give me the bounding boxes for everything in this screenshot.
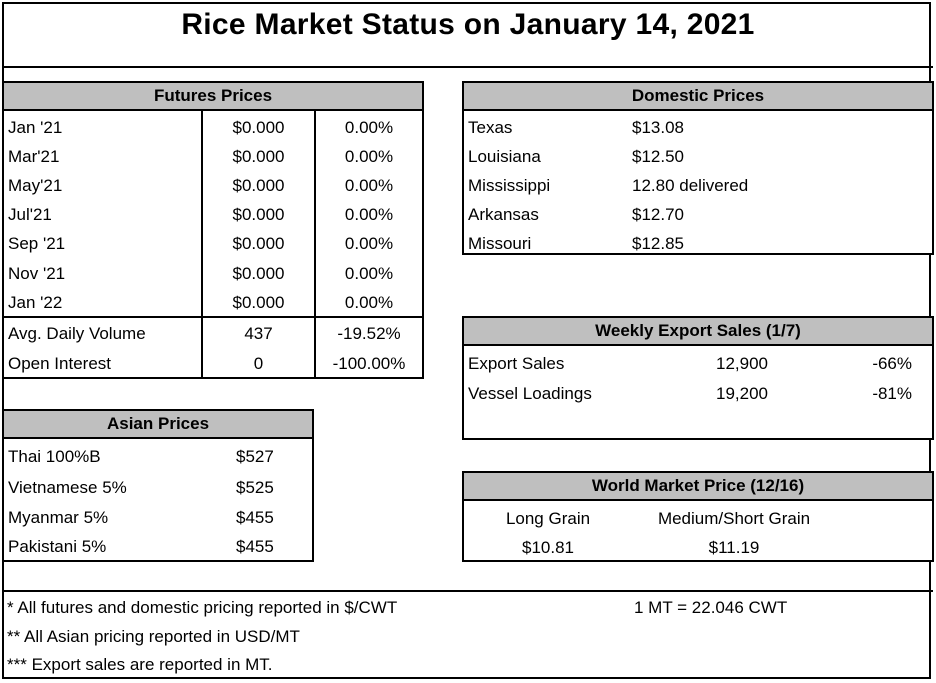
- futures-row-price: $0.000: [232, 205, 285, 224]
- futures-row-month: May'21: [8, 176, 63, 195]
- note-export-units: *** Export sales are reported in MT.: [7, 655, 273, 674]
- medium-short-grain-price: $11.19: [708, 538, 760, 557]
- futures-row-change: 0.00%: [344, 147, 394, 166]
- asian-prices-header: Asian Prices: [4, 411, 312, 439]
- note-futures-units: * All futures and domestic pricing reported in $/CWT: [7, 598, 398, 617]
- export-row-change: -66%: [872, 354, 912, 373]
- futures-row-month: Mar'21: [8, 147, 60, 166]
- futures-row-change: 0.00%: [344, 176, 394, 195]
- export-row-change: -81%: [872, 384, 912, 403]
- futures-row-change: 0.00%: [344, 205, 394, 224]
- futures-row-price: $0.000: [232, 234, 285, 253]
- open-interest-label: Open Interest: [8, 354, 112, 373]
- asian-row-label: Pakistani 5%: [8, 537, 107, 556]
- asian-row-label: Myanmar 5%: [8, 508, 109, 527]
- export-row-value: 19,200: [716, 384, 768, 403]
- futures-row-month: Sep '21: [8, 234, 66, 253]
- domestic-price: $12.70: [632, 205, 684, 224]
- domestic-prices-table: [462, 81, 934, 255]
- futures-prices-table: [2, 81, 424, 379]
- asian-row-label: Thai 100%B: [8, 447, 101, 466]
- volume-label: Avg. Daily Volume: [8, 324, 146, 343]
- asian-row-price: $527: [236, 447, 274, 466]
- domestic-state: Mississippi: [468, 176, 551, 195]
- domestic-price: $13.08: [632, 118, 684, 137]
- futures-row-month: Jan '22: [8, 293, 63, 312]
- notes-divider: [2, 590, 933, 592]
- futures-row-price: $0.000: [232, 147, 285, 166]
- domestic-state: Louisiana: [468, 147, 541, 166]
- domestic-state: Missouri: [468, 234, 532, 253]
- note-asian-units: ** All Asian pricing reported in USD/MT: [7, 627, 300, 646]
- export-row-label: Vessel Loadings: [468, 384, 592, 403]
- world-market-table: [462, 471, 934, 562]
- title-divider: [2, 66, 933, 68]
- domestic-state: Texas: [468, 118, 513, 137]
- open-interest-value: 0: [253, 354, 264, 373]
- note-conversion: 1 MT = 22.046 CWT: [634, 598, 788, 617]
- asian-row-label: Vietnamese 5%: [8, 478, 127, 497]
- long-grain-price: $10.81: [522, 538, 574, 557]
- futures-row-change: 0.00%: [344, 264, 394, 283]
- asian-prices-table: [2, 409, 314, 562]
- export-row-label: Export Sales: [468, 354, 565, 373]
- world-market-header: World Market Price (12/16): [464, 473, 932, 501]
- futures-row-change: 0.00%: [344, 293, 394, 312]
- export-sales-table: [462, 316, 934, 440]
- volume-value: 437: [244, 324, 273, 343]
- futures-row-month: Nov '21: [8, 264, 66, 283]
- page-title: Rice Market Status on January 14, 2021: [181, 8, 755, 41]
- medium-short-grain-label: Medium/Short Grain: [657, 509, 811, 528]
- futures-row-change: 0.00%: [344, 234, 394, 253]
- volume-change: -19.52%: [337, 324, 401, 343]
- export-sales-header: Weekly Export Sales (1/7): [464, 318, 932, 346]
- futures-prices-header: Futures Prices: [4, 83, 422, 111]
- asian-row-price: $455: [236, 508, 274, 527]
- futures-row-price: $0.000: [232, 293, 285, 312]
- domestic-prices-header: Domestic Prices: [464, 83, 932, 111]
- futures-section-divider: [4, 316, 422, 318]
- asian-row-price: $455: [236, 537, 274, 556]
- domestic-state: Arkansas: [468, 205, 539, 224]
- open-interest-change: -100.00%: [332, 354, 406, 373]
- futures-row-price: $0.000: [232, 118, 285, 137]
- futures-row-price: $0.000: [232, 264, 285, 283]
- futures-row-month: Jan '21: [8, 118, 63, 137]
- export-row-value: 12,900: [716, 354, 768, 373]
- domestic-price: $12.85: [632, 234, 684, 253]
- long-grain-label: Long Grain: [505, 509, 591, 528]
- futures-row-price: $0.000: [232, 176, 285, 195]
- domestic-price: 12.80 delivered: [632, 176, 749, 195]
- domestic-price: $12.50: [632, 147, 684, 166]
- asian-row-price: $525: [236, 478, 274, 497]
- futures-row-change: 0.00%: [344, 118, 394, 137]
- futures-row-month: Jul'21: [8, 205, 52, 224]
